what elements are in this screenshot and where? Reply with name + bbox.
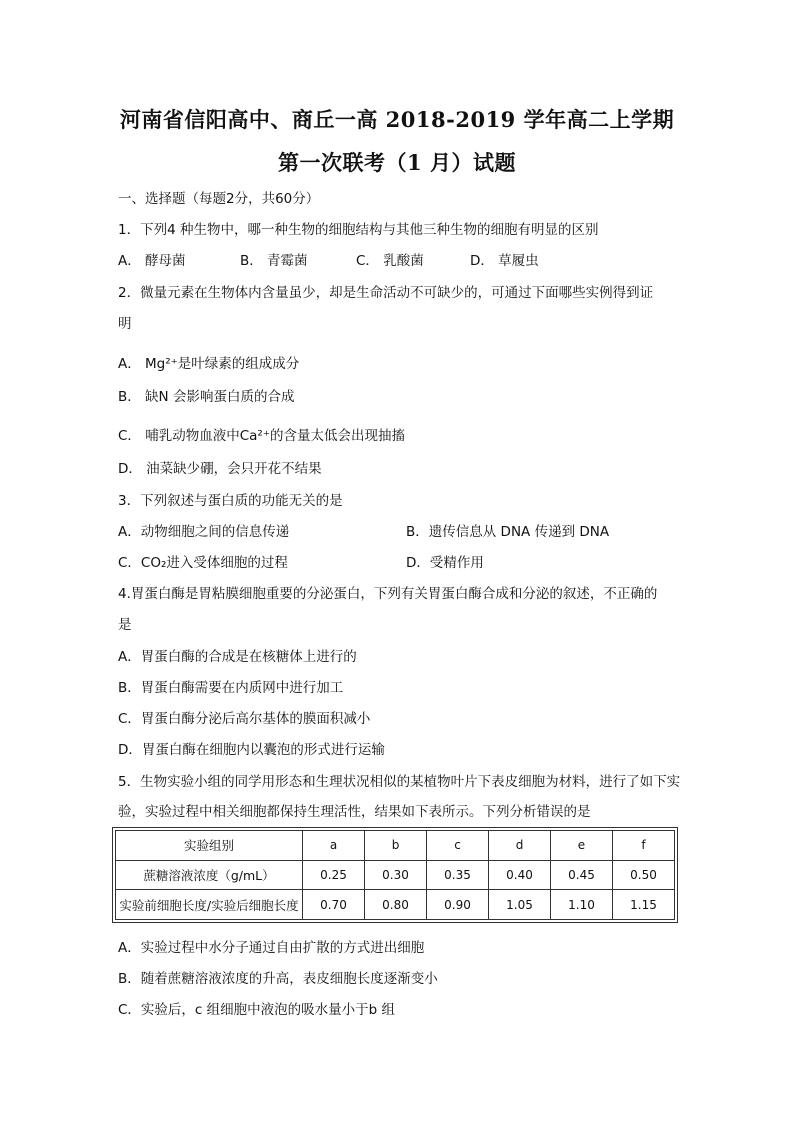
q2-option-c: C． 哺乳动物血液中Ca²⁺的含量太低会出现抽搐 bbox=[118, 428, 405, 444]
q3-option-b: B．遗传信息从 DNA 传递到 DNA bbox=[406, 524, 610, 540]
table-cell: 0.90 bbox=[427, 890, 489, 920]
q2-option-a: A． Mg²⁺是叶绿素的组成成分 bbox=[118, 356, 300, 372]
table-cell: e bbox=[551, 831, 613, 861]
table-row-ratio bbox=[116, 890, 675, 920]
q5-stem-line1: 5．生物实验小组的同学用形态和生理状况相似的某植物叶片下表皮细胞为材料，进行了如下实 bbox=[118, 774, 681, 790]
section-heading: 一、选择题（每题2分，共60分） bbox=[118, 191, 320, 207]
table-cell: 0.40 bbox=[489, 860, 551, 890]
q2-option-b: B． 缺N 会影响蛋白质的合成 bbox=[118, 389, 295, 405]
table-cell: b bbox=[365, 831, 427, 861]
q2-option-d: D． 油菜缺少硼，会只开花不结果 bbox=[118, 461, 322, 477]
q4-option-d: D．胃蛋白酶在细胞内以囊泡的形式进行运输 bbox=[118, 742, 385, 758]
q4-option-b: B．胃蛋白酶需要在内质网中进行加工 bbox=[118, 680, 344, 696]
q5-option-b: B．随着蔗糖溶液浓度的升高，表皮细胞长度逐渐变小 bbox=[118, 971, 438, 987]
table-row-header: 实验组别 bbox=[116, 831, 303, 861]
exam-title-line1: 河南省信阳高中、商丘一高 2018-2019 学年高二上学期 bbox=[119, 107, 675, 132]
q2-stem-line2: 明 bbox=[118, 316, 132, 332]
q5-option-c: C．实验后，c 组细胞中液泡的吸水量小于b 组 bbox=[118, 1002, 395, 1018]
table-cell: 0.25 bbox=[303, 860, 365, 890]
table-row-header: 实验前细胞长度/实验后细胞长度 bbox=[116, 890, 303, 920]
table-cell: 1.15 bbox=[613, 890, 675, 920]
q5-option-a: A．实验过程中水分子通过自由扩散的方式进出细胞 bbox=[118, 940, 425, 956]
table-cell: d bbox=[489, 831, 551, 861]
table-cell: 1.10 bbox=[551, 890, 613, 920]
q3-stem: 3．下列叙述与蛋白质的功能无关的是 bbox=[118, 493, 343, 509]
q1-option-b: B． 青霉菌 bbox=[240, 253, 308, 269]
q3-option-d: D．受精作用 bbox=[406, 555, 484, 571]
table-cell: 0.35 bbox=[427, 860, 489, 890]
q1-option-d: D． 草履虫 bbox=[470, 253, 539, 269]
table-cell: f bbox=[613, 831, 675, 861]
table-row-header: 蔗糖溶液浓度（g/mL） bbox=[116, 860, 303, 890]
q4-stem-line1: 4.胃蛋白酶是胃粘膜细胞重要的分泌蛋白，下列有关胃蛋白酶合成和分泌的叙述，不正确的 bbox=[118, 586, 658, 602]
table-cell: 0.80 bbox=[365, 890, 427, 920]
q4-stem-line2: 是 bbox=[118, 617, 132, 633]
table-cell: 0.70 bbox=[303, 890, 365, 920]
table-cell: 1.05 bbox=[489, 890, 551, 920]
q4-option-c: C．胃蛋白酶分泌后高尔基体的膜面积减小 bbox=[118, 711, 371, 727]
q1-stem: 1．下列4 种生物中，哪一种生物的细胞结构与其他三种生物的细胞有明显的区别 bbox=[118, 222, 599, 238]
table-cell: 0.45 bbox=[551, 860, 613, 890]
table-row-concentration bbox=[116, 860, 675, 890]
table-cell: a bbox=[303, 831, 365, 861]
q1-option-c: C． 乳酸菌 bbox=[356, 253, 424, 269]
q4-option-a: A．胃蛋白酶的合成是在核糖体上进行的 bbox=[118, 649, 357, 665]
table-cell: 0.30 bbox=[365, 860, 427, 890]
table-row-groups bbox=[116, 831, 675, 861]
q3-option-c: C．CO₂进入受体细胞的过程 bbox=[118, 555, 288, 571]
q5-stem-line2: 验，实验过程中相关细胞都保持生理活性，结果如下表所示。下列分析错误的是 bbox=[118, 804, 591, 820]
q2-stem-line1: 2．微量元素在生物体内含量虽少，却是生命活动不可缺少的，可通过下面哪些实例得到证 bbox=[118, 285, 654, 301]
table-cell: 0.50 bbox=[613, 860, 675, 890]
q1-option-a: A． 酵母菌 bbox=[118, 253, 186, 269]
experiment-table bbox=[115, 830, 675, 920]
exam-title-line2: 第一次联考（1 月）试题 bbox=[278, 150, 516, 175]
q3-option-a: A．动物细胞之间的信息传递 bbox=[118, 524, 290, 540]
experiment-table-frame bbox=[112, 827, 678, 923]
table-cell: c bbox=[427, 831, 489, 861]
